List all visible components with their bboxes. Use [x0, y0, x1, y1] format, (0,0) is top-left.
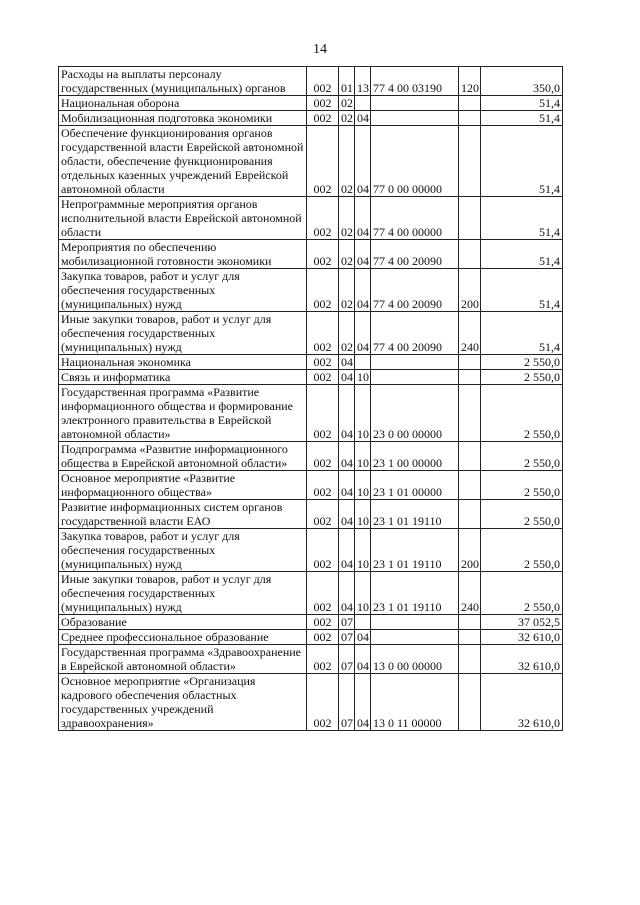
row-subsection-code: 04 [355, 111, 371, 126]
row-grbs-code: 002 [307, 96, 339, 111]
row-expense-type [459, 615, 481, 630]
row-amount: 2 550,0 [481, 572, 563, 615]
row-target-article [371, 370, 459, 385]
row-expense-type: 200 [459, 529, 481, 572]
table-row [59, 111, 563, 126]
row-grbs-code: 002 [307, 385, 339, 442]
row-amount: 32 610,0 [481, 645, 563, 674]
row-expense-type [459, 630, 481, 645]
row-target-article [371, 111, 459, 126]
row-grbs-code: 002 [307, 471, 339, 500]
table-row [59, 674, 563, 731]
row-expense-type [459, 500, 481, 529]
row-target-article: 77 4 00 20090 [371, 312, 459, 355]
row-amount: 51,4 [481, 269, 563, 312]
row-name: Подпрограмма «Развитие информационного общества в Еврейской автономной области» [59, 442, 307, 471]
table-row [59, 67, 563, 96]
row-section-code: 02 [339, 111, 355, 126]
row-grbs-code: 002 [307, 630, 339, 645]
table-row [59, 442, 563, 471]
row-section-code: 02 [339, 240, 355, 269]
row-expense-type: 120 [459, 67, 481, 96]
row-expense-type [459, 197, 481, 240]
row-section-code: 04 [339, 442, 355, 471]
row-target-article: 23 1 01 19110 [371, 572, 459, 615]
row-subsection-code: 13 [355, 67, 371, 96]
row-amount: 37 052,5 [481, 615, 563, 630]
row-amount: 51,4 [481, 111, 563, 126]
row-target-article: 77 4 00 20090 [371, 240, 459, 269]
row-section-code: 07 [339, 630, 355, 645]
table-row [59, 500, 563, 529]
row-amount: 350,0 [481, 67, 563, 96]
row-section-code: 02 [339, 126, 355, 197]
row-subsection-code: 04 [355, 645, 371, 674]
row-name: Развитие информационных систем органов государственной власти ЕАО [59, 500, 307, 529]
row-target-article [371, 615, 459, 630]
row-subsection-code: 04 [355, 630, 371, 645]
table-row [59, 355, 563, 370]
row-amount: 51,4 [481, 126, 563, 197]
row-grbs-code: 002 [307, 674, 339, 731]
row-name: Национальная экономика [59, 355, 307, 370]
table-row [59, 370, 563, 385]
row-subsection-code: 10 [355, 471, 371, 500]
row-section-code: 07 [339, 645, 355, 674]
table-row [59, 645, 563, 674]
page-number: 14 [313, 42, 327, 57]
table-row [59, 385, 563, 442]
row-name: Иные закупки товаров, работ и услуг для обеспечения государственных (муниципальных) нужд [59, 572, 307, 615]
table-row [59, 269, 563, 312]
row-amount: 2 550,0 [481, 370, 563, 385]
row-grbs-code: 002 [307, 529, 339, 572]
table-row [59, 529, 563, 572]
row-name: Закупка товаров, работ и услуг для обеспечения государственных (муниципальных) нужд [59, 269, 307, 312]
row-target-article: 77 0 00 00000 [371, 126, 459, 197]
row-amount: 2 550,0 [481, 529, 563, 572]
row-section-code: 02 [339, 96, 355, 111]
budget-table [58, 66, 563, 731]
row-subsection-code: 10 [355, 500, 371, 529]
row-grbs-code: 002 [307, 67, 339, 96]
row-grbs-code: 002 [307, 370, 339, 385]
row-subsection-code [355, 615, 371, 630]
table-row [59, 96, 563, 111]
row-target-article: 23 1 00 00000 [371, 442, 459, 471]
row-target-article: 13 0 00 00000 [371, 645, 459, 674]
row-subsection-code: 04 [355, 312, 371, 355]
row-target-article: 13 0 11 00000 [371, 674, 459, 731]
row-expense-type [459, 442, 481, 471]
row-amount: 2 550,0 [481, 442, 563, 471]
row-name: Закупка товаров, работ и услуг для обеспечения государственных (муниципальных) нужд [59, 529, 307, 572]
table-row [59, 572, 563, 615]
row-target-article: 23 1 01 19110 [371, 529, 459, 572]
row-name: Среднее профессиональное образование [59, 630, 307, 645]
row-section-code: 07 [339, 674, 355, 731]
row-amount: 51,4 [481, 312, 563, 355]
row-section-code: 04 [339, 500, 355, 529]
row-grbs-code: 002 [307, 645, 339, 674]
row-expense-type [459, 645, 481, 674]
row-grbs-code: 002 [307, 615, 339, 630]
row-grbs-code: 002 [307, 197, 339, 240]
row-expense-type [459, 240, 481, 269]
row-amount: 2 550,0 [481, 471, 563, 500]
row-target-article [371, 630, 459, 645]
row-subsection-code: 10 [355, 370, 371, 385]
row-expense-type [459, 96, 481, 111]
row-section-code: 07 [339, 615, 355, 630]
row-expense-type: 240 [459, 312, 481, 355]
table-row [59, 615, 563, 630]
row-amount: 51,4 [481, 96, 563, 111]
row-section-code: 04 [339, 370, 355, 385]
row-expense-type [459, 674, 481, 731]
budget-table-body [59, 67, 563, 731]
row-name: Национальная оборона [59, 96, 307, 111]
row-target-article: 77 4 00 00000 [371, 197, 459, 240]
row-section-code: 01 [339, 67, 355, 96]
row-amount: 2 550,0 [481, 355, 563, 370]
row-section-code: 04 [339, 355, 355, 370]
row-subsection-code [355, 96, 371, 111]
row-name: Образование [59, 615, 307, 630]
row-grbs-code: 002 [307, 240, 339, 269]
row-grbs-code: 002 [307, 572, 339, 615]
row-name: Основное мероприятие «Развитие информационного общества» [59, 471, 307, 500]
row-name: Мобилизационная подготовка экономики [59, 111, 307, 126]
table-row [59, 312, 563, 355]
row-section-code: 02 [339, 197, 355, 240]
row-name: Непрограммные мероприятия органов исполнительной власти Еврейской автономной области [59, 197, 307, 240]
table-row [59, 471, 563, 500]
row-expense-type [459, 126, 481, 197]
row-expense-type [459, 471, 481, 500]
row-target-article [371, 96, 459, 111]
table-row [59, 630, 563, 645]
row-target-article: 77 4 00 03190 [371, 67, 459, 96]
row-name: Обеспечение функционирования органов государственной власти Еврейской автономной области, обеспечение функционирования отдельных казенных учреждений Еврейской автономной области [59, 126, 307, 197]
table-row [59, 240, 563, 269]
row-target-article: 23 1 01 00000 [371, 471, 459, 500]
row-expense-type [459, 385, 481, 442]
row-subsection-code: 10 [355, 572, 371, 615]
row-expense-type: 200 [459, 269, 481, 312]
row-grbs-code: 002 [307, 269, 339, 312]
row-subsection-code [355, 355, 371, 370]
row-grbs-code: 002 [307, 111, 339, 126]
row-subsection-code: 10 [355, 529, 371, 572]
row-name: Расходы на выплаты персоналу государственных (муниципальных) органов [59, 67, 307, 96]
row-section-code: 04 [339, 471, 355, 500]
row-amount: 32 610,0 [481, 630, 563, 645]
row-grbs-code: 002 [307, 355, 339, 370]
row-expense-type [459, 370, 481, 385]
row-name: Мероприятия по обеспечению мобилизационной готовности экономики [59, 240, 307, 269]
row-grbs-code: 002 [307, 126, 339, 197]
row-target-article: 23 0 00 00000 [371, 385, 459, 442]
row-expense-type: 240 [459, 572, 481, 615]
row-amount: 51,4 [481, 240, 563, 269]
row-subsection-code: 10 [355, 385, 371, 442]
row-subsection-code: 04 [355, 269, 371, 312]
row-name: Государственная программа «Здравоохранение в Еврейской автономной области» [59, 645, 307, 674]
row-target-article [371, 355, 459, 370]
row-subsection-code: 10 [355, 442, 371, 471]
row-subsection-code: 04 [355, 240, 371, 269]
row-expense-type [459, 111, 481, 126]
row-target-article: 23 1 01 19110 [371, 500, 459, 529]
row-amount: 32 610,0 [481, 674, 563, 731]
table-row [59, 126, 563, 197]
row-name: Иные закупки товаров, работ и услуг для обеспечения государственных (муниципальных) нужд [59, 312, 307, 355]
row-grbs-code: 002 [307, 500, 339, 529]
row-name: Основное мероприятие «Организация кадрового обеспечения областных государственных учреждений здравоохранения» [59, 674, 307, 731]
row-name: Связь и информатика [59, 370, 307, 385]
row-amount: 2 550,0 [481, 500, 563, 529]
row-name: Государственная программа «Развитие информационного общества и формирование электронного правительства в Еврейской автономной области» [59, 385, 307, 442]
row-grbs-code: 002 [307, 312, 339, 355]
table-row [59, 197, 563, 240]
row-amount: 51,4 [481, 197, 563, 240]
row-amount: 2 550,0 [481, 385, 563, 442]
row-expense-type [459, 355, 481, 370]
row-target-article: 77 4 00 20090 [371, 269, 459, 312]
row-section-code: 04 [339, 572, 355, 615]
row-section-code: 04 [339, 385, 355, 442]
row-subsection-code: 04 [355, 197, 371, 240]
row-section-code: 04 [339, 529, 355, 572]
row-subsection-code: 04 [355, 674, 371, 731]
row-section-code: 02 [339, 312, 355, 355]
row-section-code: 02 [339, 269, 355, 312]
row-subsection-code: 04 [355, 126, 371, 197]
row-grbs-code: 002 [307, 442, 339, 471]
